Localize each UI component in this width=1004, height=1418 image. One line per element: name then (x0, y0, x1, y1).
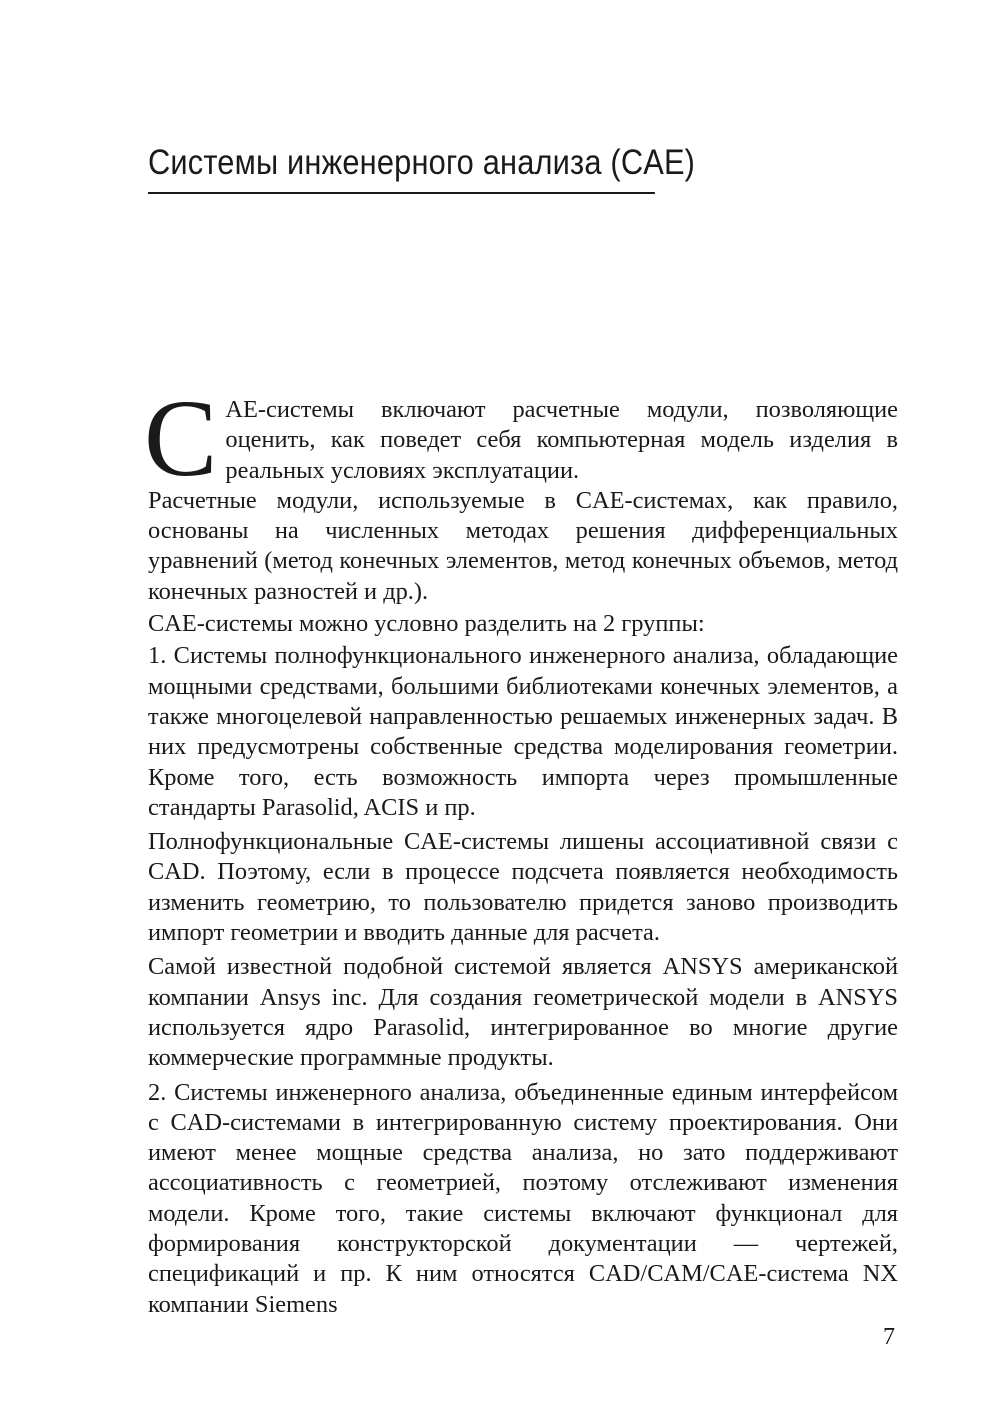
paragraph: Расчетные модули, используемые в CAE-системах, как правило, основаны на численных методах решения дифференциальных уравнений (метод конечных элементов, метод конечных объемов, метод конечных разностей и др.). (148, 486, 898, 605)
chapter-title: Системы инженерного анализа (CAE) (148, 142, 655, 194)
paragraph: Полнофункциональные CAE-системы лишены ассоциативной связи с CAD. Поэтому, если в процессе подсчета появляется необходимость изменить геометрию, то пользователю придется заново производить импорт геометрии и вводить данные для расчета. (148, 828, 898, 947)
paragraph: 2. Системы инженерного анализа, объединенные единым интерфейсом с CAD-системами в интегрированную систему проектирования. Они имеют менее мощные средства анализа, но зато поддерживают ассоциативность с геометрией, поэтому отслеживают изменения модели. Кроме того, такие системы включают функционал для формирования конструкторской документации — чертежей, спецификаций и пр. К ним относятся CAD/CAM/CAE-система NX компании Siemens (148, 1078, 898, 1318)
page-number: 7 (883, 1324, 895, 1350)
drop-cap: C (144, 377, 218, 499)
paragraph: 1. Системы полнофункционального инженерного анализа, обладающие мощными средствами, большими библиотеками конечных элементов, а также многоцелевой направленностью решаемых инженерных задач. В них предусмотрены собственные средства моделирования геометрии. Кроме того, есть возможность импорта через промышленные стандарты Parasolid, ACIS и пр. (148, 642, 898, 821)
intro-paragraph (144, 377, 898, 499)
paragraph: Самой известной подобной системой является ANSYS американской компании Ansys inc. Для создания геометрической модели в ANSYS используется ядро Parasolid, интегрированное во многие другие коммерческие программные продукты. (148, 953, 898, 1072)
intro-text: AE-системы включают расчетные модули, позволяющие оценить, как поведет себя компьютерная модель изделия в реальных условиях эксплуатации. (225, 396, 898, 484)
body-text (144, 377, 898, 1320)
paragraph: CAE-системы можно условно разделить на 2 группы: (148, 610, 705, 638)
